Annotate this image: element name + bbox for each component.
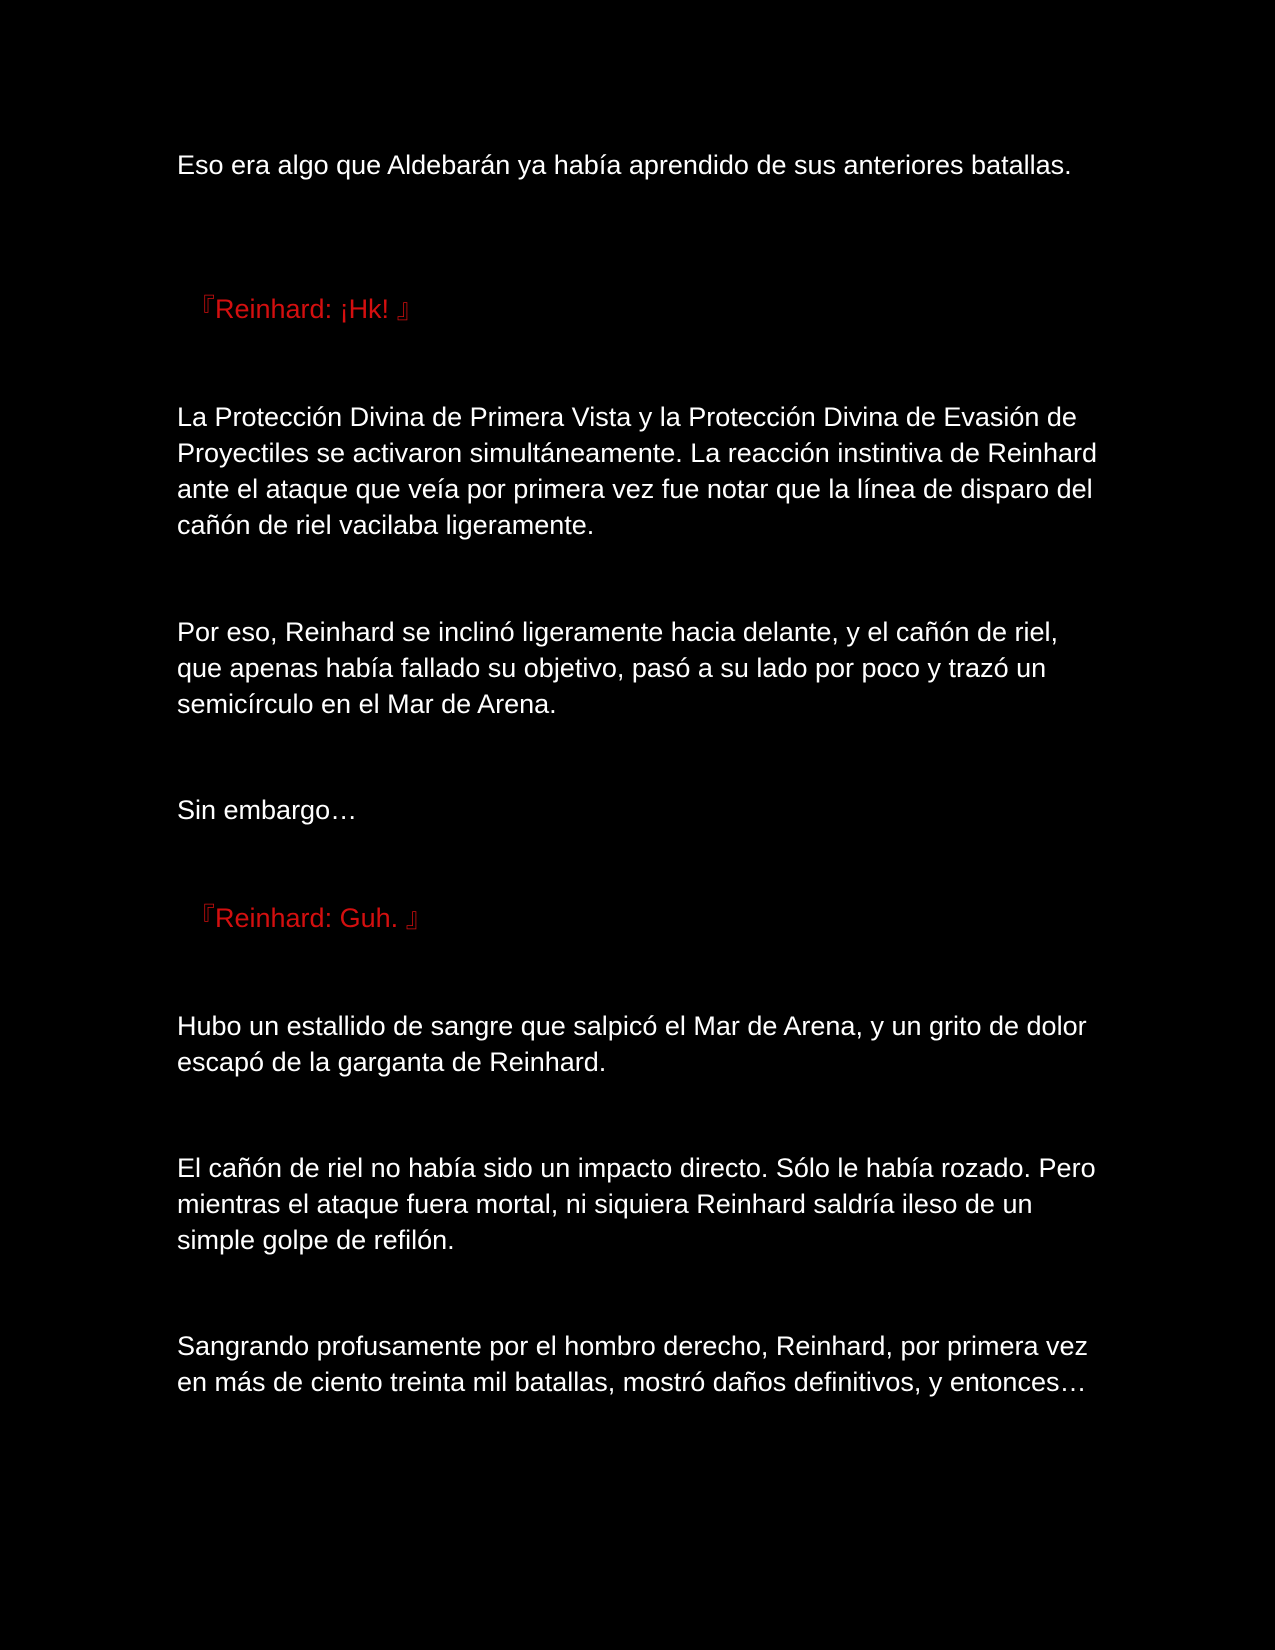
narration-paragraph: Hubo un estallido de sangre que salpicó el Mar de Arena, y un grito de dolor escapó de la garganta de Reinhard. (177, 1011, 1087, 1077)
narration-paragraph: Sin embargo… (177, 795, 358, 825)
dialogue-line: 『Reinhard: ¡Hk! 』 (188, 294, 424, 324)
dialogue-line: 『Reinhard: Guh. 』 (188, 903, 433, 933)
narration-paragraph: El cañón de riel no había sido un impacto directo. Sólo le había rozado. Pero mientras el ataque fuera mortal, ni siquiera Reinhard saldría ileso de un simple golpe de refilón. (177, 1153, 1096, 1255)
narration-paragraph: Por eso, Reinhard se inclinó ligeramente hacia delante, y el cañón de riel, que apenas había fallado su objetivo, pasó a su lado por poco y trazó un semicírculo en el Mar de Arena. (177, 617, 1059, 719)
narration-paragraph: Eso era algo que Aldebarán ya había aprendido de sus anteriores batallas. (177, 150, 1072, 180)
narration-paragraph: Sangrando profusamente por el hombro derecho, Reinhard, por primera vez en más de ciento treinta mil batallas, mostró daños definitivos, y entonces… (177, 1331, 1089, 1397)
narration-paragraph: La Protección Divina de Primera Vista y la Protección Divina de Evasión de Proyectiles se activaron simultáneamente. La reacción instintiva de Reinhard ante el ataque que veía por primera vez fue notar que la línea de disparo del cañón de riel vacilaba ligeramente. (177, 402, 1097, 540)
